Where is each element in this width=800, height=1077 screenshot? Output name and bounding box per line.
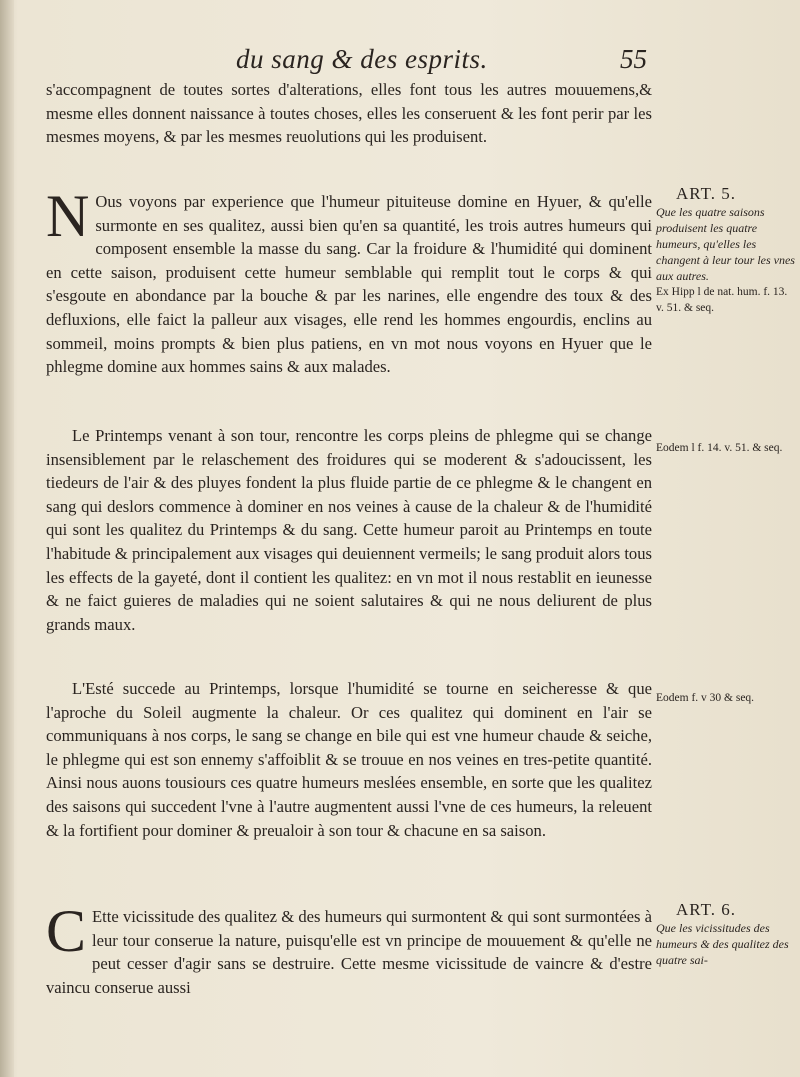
dropcap-letter: C (46, 898, 87, 964)
dropcap-letter: N (46, 183, 90, 249)
marginal-note-art-6 (656, 902, 796, 968)
paragraph-text: s'accompagnent de toutes sortes d'alterations, elles font tous les autres mouuemens,& mesme elles donnent naissance à toutes choses, elles les conseruent & les font perir par les mesmes moyens, & par les mesmes reuolutions qui les produisent. (46, 80, 652, 147)
article-number: ART. 6. (676, 900, 736, 919)
paragraph-text: L'Esté succede au Printemps, lorsque l'humidité se tourne en seicheresse & que l'aproche du Soleil augmente la chaleur. Or ces qualitez qui dominent en l'air se communiquans à nos corps, le sang se change en bile qui est vne humeur chaude & seiche, le phlegme qui est son ennemy s'affoiblit & se trouue en nos veines en tres-petite quantité. Ainsi nous auons tousiours ces quatre humeurs meslées ensemble, en sorte que les qualitez des saisons qui succedent l'vne à l'autre augmentent aussi l'vne de ces humeurs, la releuent & la fortifient pour dominer & preualoir à son tour & chacune en sa saison. (46, 679, 652, 840)
marginal-reference: Eodem f. v 30 & seq. (656, 692, 755, 704)
paragraph-text: Ette vicissitude des qualitez & des humeurs qui surmontent & qui sont surmontées à leur tour conserue la nature, puisqu'elle est vn principe de mouuement & qu'elle ne peut cesser d'agir sans se destruire. Cette mesme vicissitude de vaincre & d'estre vaincu conserue aussi (46, 907, 652, 997)
paragraph-4 (46, 677, 652, 842)
paragraph-5 (46, 898, 652, 999)
running-title: du sang & des esprits. (236, 44, 488, 74)
marginal-reference: Ex Hipp l de nat. hum. f. 13. v. 51. & seq. (656, 286, 788, 314)
marginal-reference: Eodem l f. 14. v. 51. & seq. (656, 442, 783, 454)
article-number: ART. 5. (676, 184, 736, 203)
paragraph-text: Ous voyons par experience que l'humeur pituiteuse domine en Hyuer, & qu'elle surmonte en ses qualitez, aussi bien qu'en sa quantité, les trois autres humeurs qui composent ensemble la masse du sang. Car la froidure & l'humidité qui dominent en cette saison, produisent cette humeur semblable qui remplit tout le corps & qui s'esgoute en abondance par la bouche & par les narines, elle engendre des toux & des defluxions, elle faict la palleur aux visages, elle rend les hommes engourdis, enclins au sommeil, moins prompts & bien plus patiens, en vn mot nous voyons en Hyuer que le phlegme domine aux hommes sains & aux malades. (46, 192, 652, 377)
page-gutter (0, 0, 14, 1077)
marginal-note-ref-1 (656, 440, 796, 456)
marginal-note-text: Que les quatre saisons produisent les quatre humeurs, qu'elles les changent à leur tour les vnes aux autres. (656, 205, 795, 283)
paragraph-text: Le Printemps venant à son tour, rencontre les corps pleins de phlegme qui se change insensiblement par le relaschement des froidures qui se moderent & s'adoucissent, les tiedeurs de l'air & des pluyes fondent la plus fluide partie de ce phlegme & le changent en sang qui deslors commence à dominer en nos veines à cause de la chaleur & de l'humidité qui sont les qualitez du Printemps & du sang. Cette humeur paroit au Printemps en toute l'habitude & principalement aux visages qui deuiennent vermeils; le sang produit alors tous les effects de la gayeté, dont il contient les qualitez: en vn mot il nous restablit en ieunesse & ne faict guieres de maladies qui ne soient salutaires & qui ne nous deliurent de plus grands maux. (46, 426, 652, 634)
marginal-note-ref-2 (656, 690, 796, 706)
paragraph-3 (46, 424, 652, 636)
paragraph-2 (46, 183, 652, 379)
page-number: 55 (620, 44, 647, 74)
marginal-note-text: Que les vicissitudes des humeurs & des qualitez des quatre sai- (656, 921, 789, 967)
marginal-note-art-5 (656, 186, 796, 316)
paragraph-1 (46, 78, 652, 149)
